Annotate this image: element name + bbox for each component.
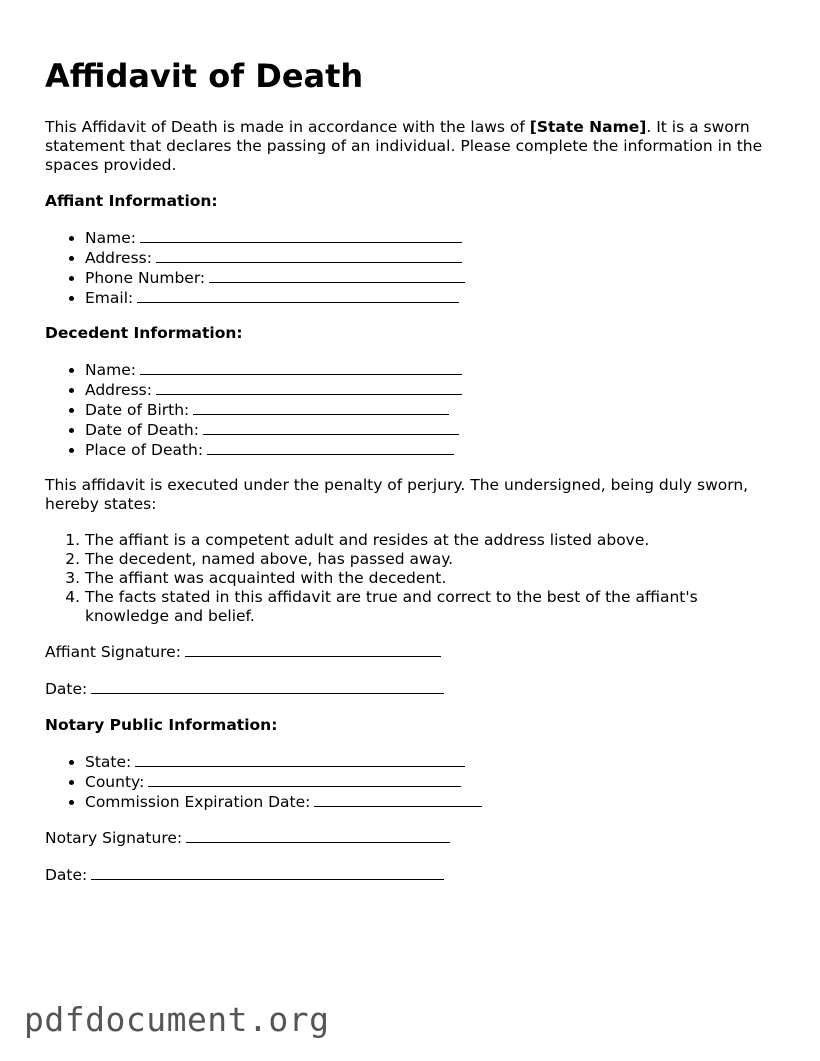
intro-text-after: . It is a sworn statement that declares the passing of an individual. Please complete the information in the spaces provided. <box>45 118 763 174</box>
notary-date-line <box>45 865 785 885</box>
affiant-email-item <box>85 288 785 308</box>
affiant-phone-item <box>85 268 785 288</box>
decedent-place-item <box>85 440 785 460</box>
affiant-address-item <box>85 248 785 268</box>
notary-signature-blank[interactable] <box>186 828 450 843</box>
decedent-name-item <box>85 360 785 380</box>
affiant-address-label: Address: <box>85 249 152 267</box>
decedent-name-label: Name: <box>85 361 136 379</box>
notary-county-blank[interactable] <box>148 772 461 787</box>
notary-field-list <box>45 752 785 812</box>
decedent-death-item <box>85 420 785 440</box>
decedent-place-blank[interactable] <box>207 440 454 455</box>
decedent-address-blank[interactable] <box>156 380 462 395</box>
decedent-birth-label: Date of Birth: <box>85 401 190 419</box>
affiant-phone-blank[interactable] <box>209 268 465 283</box>
notary-heading: Notary Public Information: <box>45 716 278 734</box>
statement-item: 2. The decedent, named above, has passed away. <box>85 550 785 569</box>
notary-county-item <box>85 772 785 792</box>
statement-item: 3. The affiant was acquainted with the decedent. <box>85 569 785 588</box>
intro-paragraph <box>45 118 785 175</box>
statement-item: 1. The affiant is a competent adult and resides at the address listed above. <box>85 531 785 550</box>
state-name-placeholder: [State Name] <box>529 118 647 136</box>
affiant-email-blank[interactable] <box>137 288 459 303</box>
notary-commission-blank[interactable] <box>314 792 482 807</box>
notary-signature-line <box>45 828 785 848</box>
decedent-address-label: Address: <box>85 381 152 399</box>
notary-commission-item <box>85 792 785 812</box>
decedent-name-blank[interactable] <box>140 360 462 375</box>
notary-state-item <box>85 752 785 772</box>
statement-item: 4. The facts stated in this affidavit are true and correct to the best of the affiant's knowledge and belief. <box>85 588 785 626</box>
affiant-date-line <box>45 679 785 699</box>
notary-county-label: County: <box>85 773 145 791</box>
document-page <box>45 56 785 902</box>
decedent-heading: Decedent Information: <box>45 324 243 342</box>
affiant-email-label: Email: <box>85 289 134 307</box>
notary-state-blank[interactable] <box>135 752 465 767</box>
notary-date-blank[interactable] <box>91 865 444 880</box>
decedent-birth-item <box>85 400 785 420</box>
decedent-field-list <box>45 360 785 460</box>
intro-text-before: This Affidavit of Death is made in accordance with the laws of <box>45 118 530 136</box>
affiant-field-list <box>45 228 785 308</box>
decedent-address-item <box>85 380 785 400</box>
affiant-name-blank[interactable] <box>140 228 462 243</box>
notary-state-label: State: <box>85 753 132 771</box>
notary-signature-label: Notary Signature: <box>45 829 183 847</box>
affiant-heading: Affiant Information: <box>45 192 218 210</box>
affiant-signature-label: Affiant Signature: <box>45 643 181 661</box>
affiant-signature-line <box>45 642 785 662</box>
decedent-death-blank[interactable] <box>203 420 459 435</box>
statement-list <box>45 531 785 626</box>
affiant-address-blank[interactable] <box>156 248 462 263</box>
document-title: Affidavit of Death <box>45 57 364 95</box>
affiant-date-blank[interactable] <box>91 679 444 694</box>
perjury-statement: This affidavit is executed under the penalty of perjury. The undersigned, being duly sworn, hereby states: <box>45 476 749 513</box>
decedent-birth-blank[interactable] <box>193 400 449 415</box>
affiant-name-label: Name: <box>85 229 136 247</box>
notary-commission-label: Commission Expiration Date: <box>85 793 311 811</box>
watermark-text: pdfdocument.org <box>24 1000 330 1039</box>
affiant-name-item <box>85 228 785 248</box>
affiant-date-label: Date: <box>45 680 88 698</box>
notary-date-label: Date: <box>45 866 88 884</box>
affiant-signature-blank[interactable] <box>185 642 441 657</box>
decedent-death-label: Date of Death: <box>85 421 199 439</box>
decedent-place-label: Place of Death: <box>85 441 204 459</box>
affiant-phone-label: Phone Number: <box>85 269 206 287</box>
